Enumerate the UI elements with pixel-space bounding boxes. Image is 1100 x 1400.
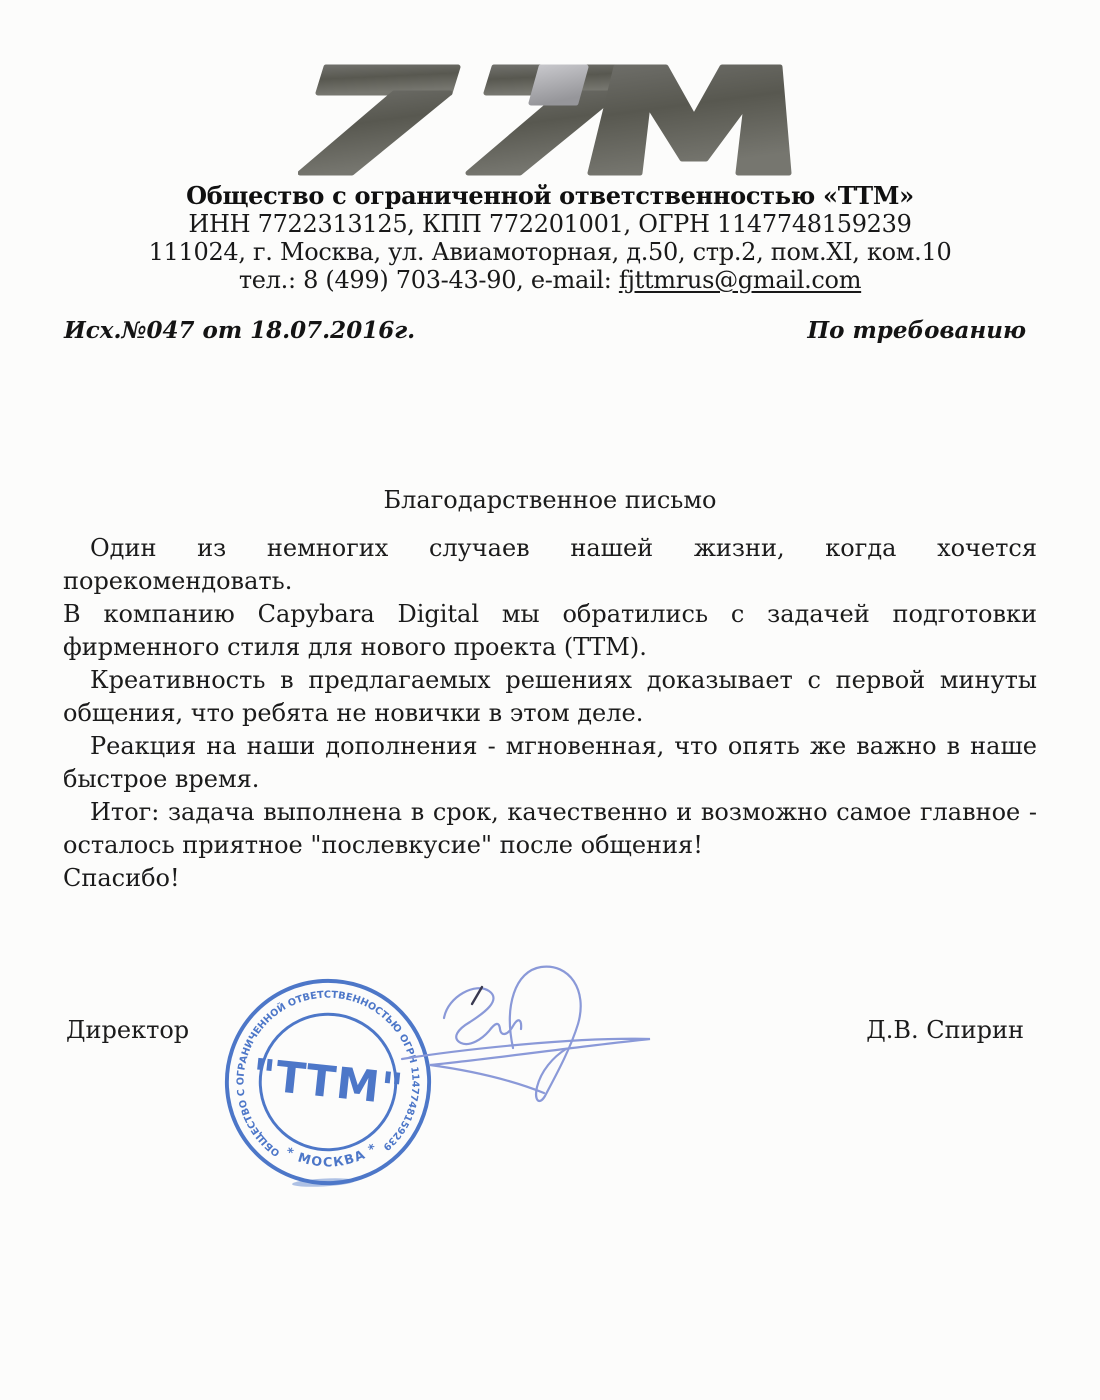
letter-body	[63, 532, 1037, 895]
reference-row	[64, 317, 1026, 344]
company-contacts	[0, 266, 1100, 294]
paragraph: Итог: задача выполнена в срок, качественно и возможно самое главное - осталось приятное "послевкусие" после общения!	[63, 798, 1037, 859]
logo-letter-t1-leg	[300, 93, 450, 173]
svg-text:* МОСКВА *	[282, 1140, 382, 1173]
paragraph: В компанию Capybara Digital мы обратились с задачей подготовки фирменного стиля для нового проекта (ТТМ).	[63, 600, 1037, 661]
company-requisites: ИНН 7722313125, КПП 772201001, ОГРН 1147748159239	[188, 210, 912, 238]
stamp-city-text: * МОСКВА *	[282, 1140, 382, 1171]
letter-title: Благодарственное письмо	[383, 486, 717, 514]
company-address: 111024, г. Москва, ул. Авиамоторная, д.50, стр.2, пом.XI, ком.10	[148, 238, 952, 266]
paragraph: Спасибо!	[63, 864, 180, 892]
company-name: Общество с ограниченной ответственностью «ТТМ»	[186, 181, 914, 210]
stamp-ring-text: ОБЩЕСТВО С ОГРАНИЧЕННОЙ ОТВЕТСТВЕННОСТЬЮ ОГРН 1147748159239	[235, 989, 421, 1159]
outgoing-number: Исх.№047 от 18.07.2016г.	[64, 317, 416, 344]
paragraph: Один из немногих случаев нашей жизни, когда хочется порекомендовать.	[63, 534, 1037, 595]
phone-label: тел.: 8 (499) 703-43-90, e-mail:	[238, 266, 619, 294]
paragraph: Реакция на наши дополнения - мгновенная, что опять же важно в наше быстрое время.	[63, 732, 1037, 793]
signer-name: Д.В. Спирин	[866, 1016, 1024, 1044]
logo-letter-t1-bar	[318, 67, 458, 93]
signature-stroke	[510, 967, 581, 1101]
director-signature	[392, 938, 682, 1113]
paragraph: Креативность в предлагаемых решениях доказывает с первой минуты общения, что ребята не новички в этом деле.	[63, 666, 1037, 727]
signature-stroke	[402, 1039, 650, 1093]
logo-letter-m	[590, 67, 789, 173]
addressee: По требованию	[807, 317, 1026, 344]
stamp-center-text: "ТТМ"	[249, 1049, 407, 1116]
logo-apostrophe	[531, 67, 586, 103]
letterhead	[0, 182, 1100, 294]
ttm-logo	[298, 63, 792, 177]
signer-role: Директор	[66, 1016, 190, 1044]
email-link[interactable]: fjttmrus@gmail.com	[618, 266, 862, 294]
